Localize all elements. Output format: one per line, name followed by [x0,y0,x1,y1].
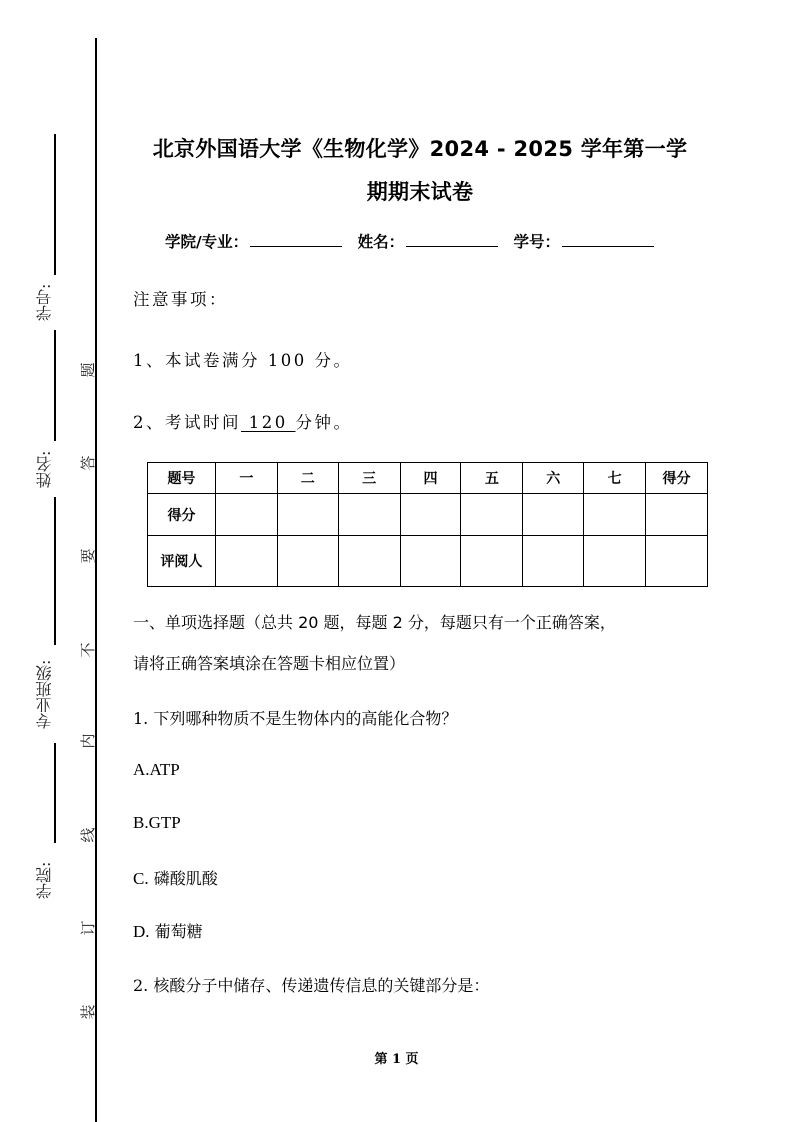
header-cell: 七 [584,463,646,494]
seal-char: 线 [79,827,97,843]
name-label: 姓名： [357,233,405,251]
grader-cell[interactable] [584,536,646,587]
header-cell: 一 [215,463,277,494]
header-cell: 四 [400,463,461,494]
option-text: ATP [149,760,180,779]
seal-char: 不 [79,642,97,658]
exam-duration-value: 120 [241,413,296,432]
option-letter: A. [133,760,150,779]
exam-title-line2: 期期末试卷 [366,180,474,204]
header-cell: 六 [523,463,584,494]
score-cell[interactable] [277,494,338,536]
score-cell[interactable] [461,494,523,536]
exam-title-line1: 北京外国语大学《生物化学》2024 - 2025 学年第一学 [152,137,688,161]
row-label: 得分 [148,494,216,536]
seal-char: 题 [79,362,97,378]
college-major-label: 学院/专业： [165,233,249,251]
question-1 [133,706,457,729]
name-field[interactable] [406,232,498,247]
score-cell[interactable] [523,494,584,536]
header-cell: 得分 [646,463,708,494]
student-id-label: 学号： [513,233,561,251]
grader-row [148,536,708,587]
question-text: 核酸分子中储存、传递遗传信息的关键部分是： [153,976,490,995]
option-a[interactable] [133,760,180,780]
score-row [148,494,708,536]
college-line [54,743,56,843]
name-line-top [54,330,56,441]
option-letter: B. [133,813,149,832]
score-table-header-row [148,463,708,494]
option-text: GTP [148,813,181,832]
seal-char: 内 [79,733,97,749]
grader-cell[interactable] [338,536,400,587]
college-major-field[interactable] [250,232,342,247]
binding-line [95,38,97,1122]
grader-cell[interactable] [523,536,584,587]
option-text: 磷酸肌酸 [153,869,218,888]
seal-char: 订 [79,920,97,936]
notice-item-2 [133,409,352,433]
header-cell: 五 [461,463,523,494]
page-number: 第 1 页 [374,1052,419,1067]
seal-char: 要 [79,548,97,564]
score-cell[interactable] [584,494,646,536]
grader-cell[interactable] [277,536,338,587]
notice-item-2-suffix: 分钟。 [295,413,353,432]
header-cell: 题号 [148,463,216,494]
notice-item-2-prefix: 2、考试时间 [133,413,241,432]
student-id-line [54,134,56,275]
margin-college-label: 学院: [35,861,54,899]
question-2 [133,973,489,996]
notice-item-1: 1、本试卷满分 100 分。 [133,351,353,370]
grader-cell[interactable] [461,536,523,587]
header-cell: 二 [277,463,338,494]
option-c[interactable] [133,866,218,889]
grader-cell[interactable] [400,536,461,587]
option-text: 葡萄糖 [154,922,203,941]
seal-char: 答 [79,455,97,471]
student-id-field[interactable] [562,232,654,247]
question-text: 下列哪种物质不是生物体内的高能化合物？ [153,709,458,728]
score-cell[interactable] [646,494,708,536]
grader-cell[interactable] [646,536,708,587]
seal-char: 装 [79,1004,97,1020]
header-cell: 三 [338,463,400,494]
major-class-line [54,497,56,645]
section-1-heading: 一、单项选择题（总共 20 题，每题 2 分，每题只有一个正确答案， [133,613,616,632]
section-1-instructions: 请将正确答案填涂在答题卡相应位置） [133,654,406,673]
notice-heading: 注意事项： [133,290,228,309]
question-number: 1. [133,709,149,728]
score-table [147,462,708,587]
option-d[interactable] [133,919,203,942]
option-b[interactable] [133,813,181,833]
margin-student-id-label: 学号: [35,283,54,321]
margin-major-class-label: 专业班级: [35,659,54,729]
score-cell[interactable] [338,494,400,536]
option-letter: D. [133,922,150,941]
student-info-line [165,230,664,252]
row-label: 评阅人 [148,536,216,587]
score-cell[interactable] [215,494,277,536]
question-number: 2. [133,976,149,995]
grader-cell[interactable] [215,536,277,587]
margin-name-label: 姓名: [35,450,54,488]
option-letter: C. [133,869,149,888]
score-cell[interactable] [400,494,461,536]
